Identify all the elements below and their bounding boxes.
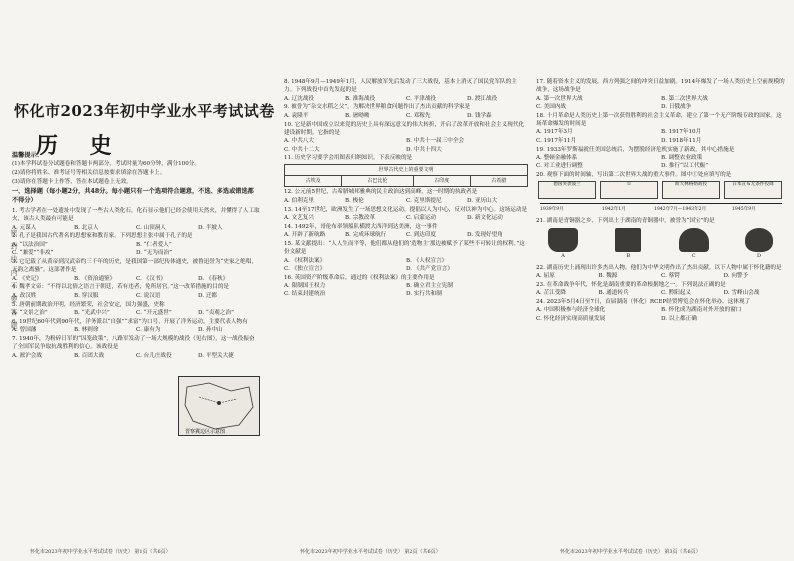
table-cell: 古印度 — [413, 176, 470, 187]
answer-options — [536, 272, 786, 280]
table-cell: 古埃及 — [285, 176, 342, 187]
bronze-option-label: D — [756, 252, 761, 259]
subject-title: 历 史 — [36, 133, 124, 159]
answer-options — [12, 241, 260, 258]
answer-option: C. 克里斯提尼 — [406, 197, 442, 204]
question-stem: 22. 湖南历史上涌现出许多杰出人物，他们为中华文明作出了杰出贡献。以下人物中属于怀化籍的是 — [536, 264, 782, 271]
question-stem: 5. 唐朝前期政治开明，经济繁荣，社会安定，国力强盛，史称 — [12, 301, 165, 308]
question-stem: 7. 1940年，为粉碎日军的“囚笼政策”，八路军发动了一场大规模的战役（见右图），这一战役振奋了全国军民争取抗战胜利的信心。该战役是 — [12, 335, 255, 351]
bronze-pictures — [536, 228, 786, 262]
answer-option: A. 整顿金融体系 — [536, 154, 578, 161]
answer-options — [284, 282, 528, 299]
table-cell: 古希腊 — [470, 176, 527, 187]
answer-options — [12, 292, 260, 300]
answer-option: D. 新文化运动 — [467, 214, 503, 221]
bronze-vessel-image — [615, 228, 641, 252]
exam-title: 怀化市2023年初中学业水平考试试卷 — [14, 102, 275, 120]
table-row — [285, 176, 528, 187]
question — [536, 146, 786, 171]
question-stem: 11. 历史学习要学会用图表归纳知识。下表反映的是 — [284, 155, 413, 162]
answer-option: D. 孙中山 — [198, 327, 223, 334]
question — [284, 188, 528, 205]
question-stem: 21. 湖南是青铜器之乡，下列出土于湖南的青铜器中，被誉为“国宝”的是 — [536, 218, 715, 225]
question-stem: 4. 魏孝文帝：“不得以北俗之语言于朝廷，若有违者，免所居官。”这一改革措施的目的是 — [12, 284, 230, 291]
col3-question-list — [536, 78, 786, 179]
answer-option: C. 说汉语 — [136, 292, 161, 299]
bronze-option — [601, 228, 655, 262]
answer-option: D. 《春秋》 — [198, 275, 229, 282]
question — [12, 283, 260, 300]
answer-option: C. 对工业进行调整 — [536, 163, 583, 170]
bronze-option — [667, 228, 721, 262]
question — [12, 258, 260, 283]
answer-option: D. 以上都正确 — [661, 315, 697, 322]
question-stem: 18. 十月革命是人类历史上第一次获得胜利的社会主义革命，建立了第一个无产阶级专政的国家。这场革命爆发的时间是 — [536, 112, 782, 128]
timeline-event: 日本宣布无条件投降 — [724, 181, 782, 199]
answer-options — [12, 352, 260, 360]
notice-title: 温馨提示： — [12, 152, 43, 159]
col2-more-questions — [284, 188, 528, 298]
bronze-option-label: A — [561, 252, 565, 259]
question-stem: 2. 孔子是我国古代著名的思想家和教育家。下列思想主张中属于孔子的是 — [12, 233, 193, 240]
bronze-vessel-image — [679, 228, 709, 252]
column-2 — [284, 78, 528, 538]
question-stem: 12. 公元前5世纪，古希腊城邦雅典的民主政治达到高峰，这一时期的执政者是 — [284, 189, 478, 196]
answer-option: D. “贞观之治” — [198, 309, 234, 316]
answer-options — [12, 224, 260, 232]
answer-option: B. 宗教改革 — [345, 214, 376, 221]
answer-options — [284, 95, 528, 103]
answer-option: A. 开辟了新航路 — [284, 232, 326, 239]
question — [536, 112, 786, 145]
timeline-event: 德国突袭波兰 — [538, 181, 596, 199]
question — [284, 206, 528, 223]
question-stem: 3. 它记载了从黄帝到汉武帝约三千年的历史，是我国第一部纪传体通史，被鲁迅誉为“史家之绝唱，无韵之离骚”。这部著作是 — [12, 258, 257, 274]
question-stem: 14. 1492年，哥伦布率领船队横渡大西洋到达美洲，这一事件 — [284, 223, 438, 230]
question — [284, 223, 528, 240]
answer-option: A. 曾国藩 — [12, 327, 37, 334]
question — [536, 171, 786, 179]
answer-option: C. “开元盛世” — [136, 309, 172, 316]
timeline-date: 1945年9月 — [732, 207, 756, 213]
ww2-timeline — [536, 181, 786, 215]
answer-option: D. 平型关大捷 — [198, 352, 234, 359]
answer-option: A. 辽沈战役 — [284, 95, 314, 102]
answer-options — [284, 112, 528, 120]
answer-options — [12, 309, 260, 317]
question-stem: 10. 它是新中国成立以来党的历史上具有深远意义的伟大转折，开启了改革开放和社会主义现代化建设新时期。它指的是 — [284, 121, 525, 136]
answer-option: A. 《权利法案》 — [284, 257, 326, 264]
answer-option: C. 平津战役 — [406, 95, 437, 102]
question — [12, 335, 260, 360]
answer-option: A. “文景之治” — [12, 309, 48, 316]
answer-option: C. 美国内战 — [536, 103, 567, 110]
answer-option: A. 袁隆平 — [284, 112, 309, 119]
answer-option: D. 发现好望角 — [467, 232, 503, 239]
answer-option: B. 完成环球航行 — [345, 232, 387, 239]
question-stem: 15. 某文献提出：“人人生而平等，他们都从他们的‘造物主’那边被赋予了某些不可转让的权利。”这份文献是 — [284, 240, 525, 256]
table-cell: 古巴比伦 — [342, 176, 413, 187]
question — [536, 298, 786, 323]
question-stem: 8. 1948年9月—1949年1月，人民解放军先后发动了三大战役，基本上消灭了国民党军队的主力。下列战役中首先发起的是 — [284, 79, 517, 94]
page-footer-2: 怀化市2023年初中学业水平考试试卷（历史） 第2页（共6页） — [300, 549, 441, 555]
answer-option: C. 中共十二大 — [284, 146, 320, 153]
answer-option: C. 山顶洞人 — [136, 224, 167, 231]
answer-option: C. 台儿庄战役 — [136, 352, 172, 359]
question — [12, 301, 260, 318]
timeline-date: 1942年7月—1943年2月 — [654, 207, 707, 213]
timeline-event: ① — [600, 181, 658, 199]
answer-options — [284, 231, 528, 239]
answer-option: D. 1918年11月 — [661, 137, 702, 144]
answer-option: C. 怀化经济实现高质量发展 — [536, 315, 606, 322]
question-stem: 20. 观察下面的时间轴，写出第二次世界大战的重大事件。图中①处应填写的是 — [536, 172, 732, 179]
answer-option: C. 启蒙运动 — [406, 214, 437, 221]
answer-option: B. 淮海战役 — [345, 95, 376, 102]
map-label: 晋察冀边区示意图 — [185, 429, 226, 435]
answer-option: D. 渡江战役 — [467, 95, 498, 102]
answer-options — [284, 197, 528, 205]
question-stem: 1. 考古学者在一处遗址中发现了一些古人类化石，化石显示他们已经会使用天然火，并懂得了人工取火，该古人类最有可能是 — [12, 207, 260, 223]
question-stem: 24. 2023年5月4日至7日，首届湖南（怀化）RCEP经贸博览会在怀化举办。这体现了 — [536, 299, 751, 306]
answer-option: D. 日俄战争 — [661, 103, 692, 110]
answer-option: D. 推行“以工代赈” — [661, 163, 709, 170]
answer-option: C. 《汉书》 — [136, 275, 167, 282]
answer-options — [536, 289, 786, 297]
answer-option: D. 半坡人 — [198, 224, 223, 231]
bronze-option — [536, 228, 590, 262]
answer-option: B. 北京人 — [74, 224, 99, 231]
column-3 — [536, 78, 786, 538]
bronze-vessel-image — [548, 228, 578, 252]
answer-option: B. 确立君主立宪制 — [406, 282, 453, 289]
answer-option: A. 芷江受降 — [536, 290, 566, 297]
answer-option: A. 淞沪会战 — [12, 352, 42, 359]
question — [12, 207, 260, 232]
binding-line-text: 密 封 线 内 不 要 答 题 — [10, 229, 18, 331]
page-footer-3: 怀化市2023年初中学业水平考试试卷（历史） 第3页（共6页） — [560, 549, 701, 555]
answer-options — [536, 128, 786, 145]
answer-option: B. 梭伦 — [345, 197, 364, 204]
bronze-option — [732, 228, 786, 262]
map-drawing — [179, 377, 259, 435]
answer-option: C. 康有为 — [136, 327, 161, 334]
answer-options — [284, 214, 528, 222]
answer-option: C. 黔阳起义 — [661, 290, 692, 297]
question — [12, 232, 260, 257]
answer-option: B. 林则徐 — [74, 327, 99, 334]
question-stem: 13. 14至17世纪，欧洲发生了一场思想文化运动，提倡以人为中心，反对以神为中心。这场运动是 — [284, 206, 528, 213]
answer-options — [284, 257, 528, 274]
bronze-option-label: C — [691, 252, 696, 259]
notice-item-2: (2)请你将姓名、准考证号等相关信息按要求填涂在答题卡上。 — [12, 170, 166, 177]
answer-option: C. 结束封建统治 — [284, 291, 326, 298]
question — [536, 217, 786, 225]
question — [536, 78, 786, 111]
question-stem: 6. 19世纪60年代到90年代，洋务派以“自强”“求富”为口号，开展了洋务运动，主要代表人物有 — [12, 318, 248, 325]
answer-option: B. 通道转兵 — [598, 290, 629, 297]
answer-option: A. 文艺复兴 — [284, 214, 314, 221]
question — [284, 78, 528, 103]
col1-question-list — [12, 207, 260, 360]
col3-tail-questions — [536, 264, 786, 323]
timeline-date: 1942年1月 — [602, 207, 626, 213]
answer-option: C. 1917年11月 — [536, 137, 577, 144]
answer-option: A. 1917年3月 — [536, 129, 573, 136]
timeline-axis — [540, 203, 782, 204]
answer-options — [284, 137, 528, 154]
answer-option: A. 改汉姓 — [12, 292, 37, 299]
answer-option: B. 百团大战 — [74, 352, 105, 359]
answer-option: D. 雪峰山会战 — [723, 290, 760, 297]
answer-option: B. 《资治通鉴》 — [74, 275, 116, 282]
section-1-heading: 一、选择题（每小题2分，共48分。每小题只有一个选项符合题意，不选、多选或错选都不得分） — [12, 188, 254, 204]
answer-options — [12, 275, 260, 283]
notice-item-3: (3)请你在答题卡上作答，答在本试题卷上无效。 — [12, 179, 132, 186]
answer-option: B. 1917年10月 — [661, 129, 702, 136]
answer-option: D. “无为而治” — [136, 250, 172, 257]
question — [536, 281, 786, 298]
answer-option: A. 屈原 — [536, 272, 555, 279]
answer-option: D. 向警予 — [723, 272, 749, 279]
answer-option: D. 《共产党宣言》 — [406, 265, 453, 272]
answer-option: A. “以法治国” — [12, 241, 48, 248]
answer-option: C. 《独立宣言》 — [284, 265, 326, 272]
question-stem: 9. 被誉为“杂交水稻之父”，为解决世界粮食问题作出了杰出贡献的科学家是 — [284, 104, 471, 111]
question — [284, 103, 528, 120]
question — [284, 274, 528, 299]
answer-option: A. 限制国王权力 — [284, 282, 326, 289]
answer-option: D. 迁都 — [198, 292, 218, 299]
answer-option: B. 调整农业政策 — [661, 154, 703, 161]
answer-option: B. 穿汉服 — [74, 292, 99, 299]
column-1 — [12, 150, 260, 540]
table-header: 世界古代史上的重要文明 — [285, 164, 528, 175]
answer-option: C. 蔡锷 — [661, 272, 680, 279]
civilization-table — [284, 164, 528, 188]
question — [12, 318, 260, 335]
col2-question-list — [284, 78, 528, 163]
answer-option: B. 中共十一届三中全会 — [406, 138, 465, 145]
answer-option: A. 中国积极参与经济全球化 — [536, 307, 606, 314]
answer-option: A. 中共八大 — [284, 138, 314, 145]
answer-option: A. 伯利克里 — [284, 197, 314, 204]
question — [536, 264, 786, 281]
answer-option: B. 屠呦呦 — [345, 112, 370, 119]
answer-option: B. 怀化成为湖南对外开放的窗口 — [661, 307, 742, 314]
answer-option: D. 实行共和制 — [406, 291, 442, 298]
timeline-event: 斯大林格勒战役 — [662, 181, 720, 199]
question — [284, 121, 528, 154]
answer-option: C. “兼爱”“非攻” — [12, 250, 54, 257]
question — [284, 154, 528, 162]
answer-option: A. 元谋人 — [12, 224, 37, 231]
bronze-vessel-image — [745, 228, 773, 252]
answer-option: B. 魏源 — [598, 272, 618, 279]
answer-option: C. 到达印度 — [406, 232, 437, 239]
question-stem: 19. 1933年罗斯福就任美国总统后，为摆脱经济危机实施了新政，其中心措施是 — [536, 146, 735, 153]
question-stem: 23. 在革命战争年代，怀化是湖南重要的革命根据地之一。下列说法正确的是 — [536, 281, 726, 288]
answer-options — [536, 154, 786, 171]
question-stem: 16. 英国资产阶级革命后，通过的《权利法案》的主要作用是 — [284, 274, 435, 281]
battle-map — [178, 376, 260, 436]
answer-option: D. 中共十四大 — [406, 146, 442, 153]
bronze-option-label: B — [626, 252, 631, 259]
answer-options — [536, 95, 786, 112]
page-footer-1: 怀化市2023年初中学业水平考试试卷（历史） 第1页（共6页） — [30, 549, 171, 555]
answer-option: B. 《人权宣言》 — [406, 257, 448, 264]
answer-options — [12, 326, 260, 334]
notice-item-1: (1)本学科试卷分试题卷和答题卡两部分，考试时量为60分钟，满分100分。 — [12, 161, 200, 168]
answer-option: B. “光武中兴” — [74, 309, 110, 316]
answer-option: A. 《史记》 — [12, 275, 42, 282]
col3-more-questions — [536, 217, 786, 225]
answer-option: B. “仁者爱人” — [136, 241, 172, 248]
answer-option: D. 钱学森 — [467, 112, 492, 119]
answer-option: C. 邓稼先 — [406, 112, 431, 119]
answer-option: A. 第一次世界大战 — [536, 95, 583, 102]
answer-options — [536, 306, 786, 323]
question — [284, 240, 528, 273]
timeline-date: 1939年9月 — [540, 207, 564, 213]
question-stem: 17. 随着资本主义的发展，西方列强之间的冲突日益加剧。1914年爆发了一场人类历史上空前规模的战争，这场战争是 — [536, 79, 785, 94]
answer-option: D. 亚历山大 — [467, 197, 498, 204]
answer-option: B. 第二次世界大战 — [661, 95, 708, 102]
